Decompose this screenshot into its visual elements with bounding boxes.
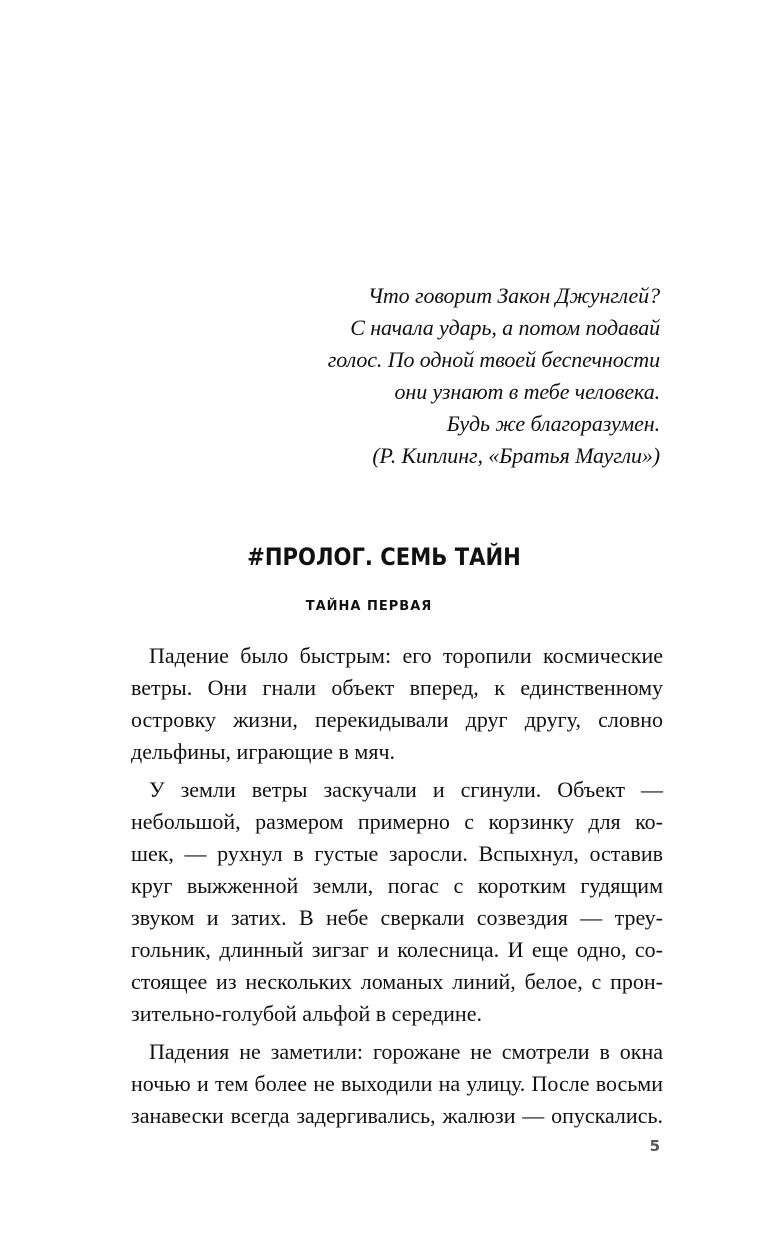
paragraph [103, 640, 663, 768]
text-line: стоящее из нескольких ломаных линий, белое, с прон- [131, 969, 663, 994]
text-line: зительно-голубой альфой в середине. [131, 1001, 482, 1026]
text-line: ветры. Они гнали объект вперед, к единственному [131, 675, 663, 700]
epigraph-line: голос. По одной твоей беспечности [327, 347, 660, 372]
text-line: гольник, длинный зигзаг и колесница. И еще одно, со- [131, 937, 663, 962]
text-line: Падения не заметили: горожане не смотрели в окна [149, 1039, 663, 1064]
text-line: островку жизни, перекидывали друг другу, словно [131, 707, 663, 732]
epigraph [300, 280, 660, 472]
epigraph-line: Будь же благоразумен. [446, 411, 660, 436]
epigraph-line: (Р. Киплинг, «Братья Маугли») [372, 443, 660, 468]
text-line: небольшой, размером примерно с корзинку для ко- [131, 809, 663, 834]
paragraph [103, 774, 663, 1030]
text-line: звуком и затих. В небе сверкали созвездия — треу- [131, 905, 663, 930]
paragraph [103, 1036, 663, 1132]
text-line: У земли ветры заскучали и сгинули. Объект — [149, 777, 663, 802]
epigraph-line: С начала ударь, а потом подавай [350, 315, 660, 340]
text-line: занавески всегда задергивались, жалюзи — опускались. [131, 1103, 663, 1128]
text-line: шек, — рухнул в густые заросли. Вспыхнул, оставив [131, 841, 663, 866]
text-line: ночью и тем более не выходили на улицу. После восьми [131, 1071, 663, 1096]
text-line: Падение было быстрым: его торопили космические [149, 643, 663, 668]
chapter-title: #ПРОЛОГ. СЕМЬ ТАЙН [247, 543, 521, 571]
epigraph-line: они узнают в тебе человека. [394, 379, 660, 404]
section-title: ТАЙНА ПЕРВАЯ [305, 599, 433, 614]
text-line: круг выжженной земли, погас с коротким гудящим [131, 873, 663, 898]
page-number: 5 [649, 1137, 660, 1155]
epigraph-line: Что говорит Закон Джунглей? [367, 283, 660, 308]
body-text [103, 640, 663, 1138]
text-line: дельфины, играющие в мяч. [131, 739, 396, 764]
